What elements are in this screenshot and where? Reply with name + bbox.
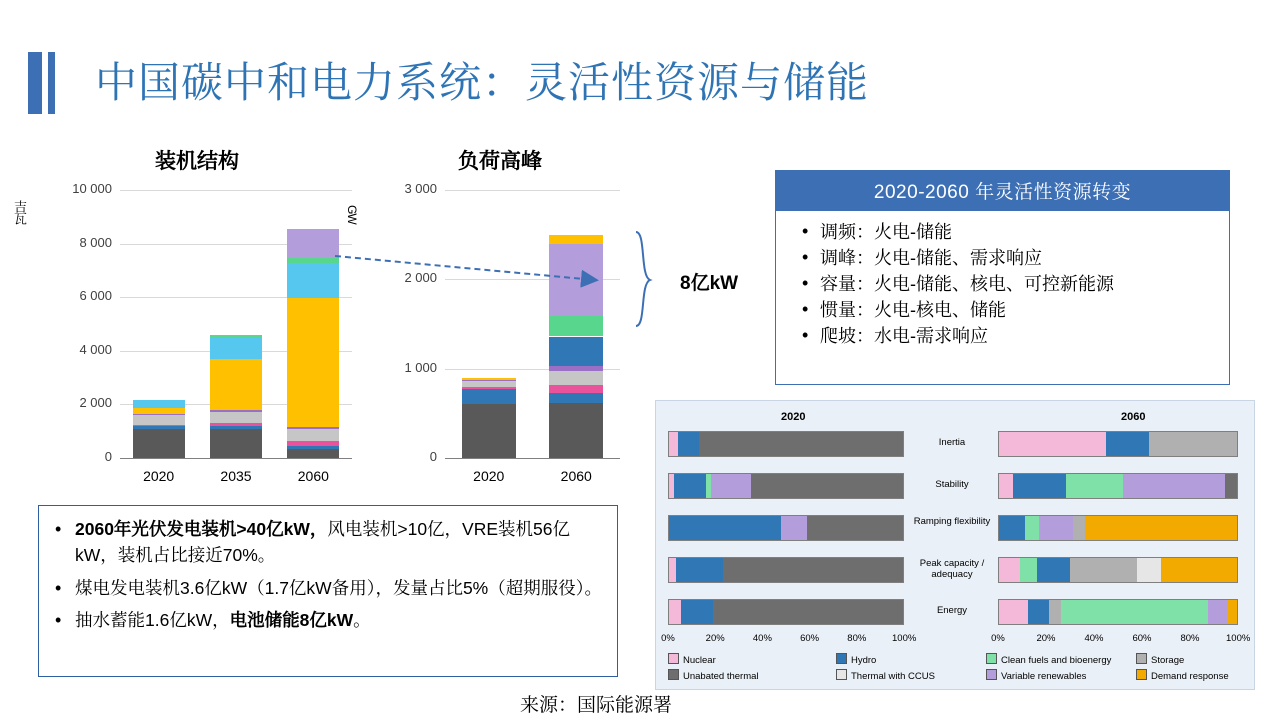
list-item-text: 电池储能8亿kW <box>229 609 354 630</box>
iea-axis-tick: 100% <box>892 633 917 644</box>
category-label: 2020 <box>473 468 505 484</box>
bar-segment <box>462 404 516 458</box>
iea-panel-year-2060: 2060 <box>1121 411 1146 423</box>
axis-tick-label: 2 000 <box>404 270 437 286</box>
iea-axis-tick: 100% <box>1226 633 1251 644</box>
legend-label: Demand response <box>1151 671 1229 682</box>
iea-row-label: Ramping flexibility <box>913 516 991 527</box>
iea-stacked-bar <box>668 431 904 457</box>
category-label: 2060 <box>297 468 329 484</box>
legend-item <box>1136 669 1229 682</box>
iea-bar-segment <box>669 516 781 540</box>
axis-tick-label: 1 000 <box>404 359 437 375</box>
legend-item <box>836 669 935 682</box>
axis-tick-label: 0 <box>104 449 112 464</box>
bar-segment <box>287 427 339 429</box>
legend-label: Nuclear <box>683 655 716 666</box>
bar-segment <box>462 381 516 386</box>
legend-label: Clean fuels and bioenergy <box>1001 655 1112 666</box>
iea-panel-year-2020: 2020 <box>781 411 806 423</box>
iea-axis-tick: 60% <box>1132 633 1152 644</box>
legend-item <box>986 653 1111 666</box>
bar-segment <box>210 338 262 359</box>
bar-segment <box>133 425 185 426</box>
bar-segment <box>549 393 603 403</box>
legend-item <box>986 669 1086 682</box>
iea-bar-segment <box>1037 558 1070 582</box>
list-item: • 爬坡：水电-需求响应 <box>802 323 1229 349</box>
bar-segment <box>210 423 262 426</box>
iea-bar-segment <box>1039 516 1072 540</box>
iea-bar-segment <box>999 600 1028 624</box>
bar-segment <box>210 359 262 410</box>
iea-bar-segment <box>1066 474 1123 498</box>
bar-segment <box>133 415 185 425</box>
iea-bar-segment <box>1106 432 1149 456</box>
chart-title-peakload: 负荷高峰 <box>458 150 542 173</box>
annotation-8yi-kw: 8亿kW <box>680 273 739 294</box>
chart-peak-load <box>385 181 620 484</box>
iea-bar-segment <box>807 516 903 540</box>
bar-segment <box>287 298 339 427</box>
bar-segment <box>462 380 516 381</box>
axis-tick-label: 10 000 <box>72 181 112 196</box>
list-item <box>51 575 609 601</box>
iea-bar-segment <box>1028 600 1049 624</box>
axis-tick-label: 6 000 <box>79 288 112 304</box>
bar-segment <box>287 446 339 449</box>
list-item <box>51 607 609 633</box>
trend-arrow-icon <box>330 250 650 310</box>
bar-segment <box>462 378 516 379</box>
iea-bar-segment <box>999 516 1025 540</box>
iea-axis-tick: 80% <box>847 633 867 644</box>
bar-segment <box>462 389 516 404</box>
bar-segment <box>287 449 339 458</box>
iea-bar-segment <box>1013 474 1065 498</box>
bar-segment <box>549 366 603 371</box>
iea-bar-segment <box>713 600 903 624</box>
iea-axis-tick: 0% <box>661 633 675 644</box>
iea-stacked-bar <box>998 557 1238 583</box>
bar-segment <box>210 412 262 423</box>
iea-bar-segment <box>1227 600 1237 624</box>
iea-bar-segment <box>676 558 723 582</box>
iea-bar-segment <box>1061 600 1209 624</box>
iea-bar-segment <box>781 516 807 540</box>
iea-bar-segment <box>1161 558 1237 582</box>
bar-segment <box>462 387 516 390</box>
chart-ylabel-peakload: GW <box>345 205 359 224</box>
iea-stacked-bar <box>668 473 904 499</box>
iea-axis-tick: 40% <box>752 633 772 644</box>
iea-row-label: Inertia <box>938 437 966 448</box>
iea-bar-segment <box>999 474 1013 498</box>
iea-bar-segment <box>999 432 1106 456</box>
iea-bar-segment <box>674 474 707 498</box>
iea-stacked-bar <box>998 473 1238 499</box>
bar-segment <box>287 441 339 446</box>
bar-segment <box>287 429 339 441</box>
bar-segment <box>210 336 262 338</box>
iea-axis-tick: 0% <box>991 633 1005 644</box>
category-label: 2020 <box>143 468 175 484</box>
range-brace-icon <box>634 230 662 330</box>
bar-segment <box>549 337 603 366</box>
iea-bar-segment <box>1049 600 1061 624</box>
iea-bar-segment <box>1073 516 1085 540</box>
iea-stacked-bar <box>668 557 904 583</box>
chart-ylabel-capacity: 吉瓦 <box>12 200 27 224</box>
bar-segment <box>133 429 185 458</box>
axis-tick-label: 3 000 <box>404 181 437 196</box>
category-label: 2060 <box>560 468 592 484</box>
list-item-text: 2060年光伏发电装机>40亿kW， <box>75 519 328 539</box>
axis-tick-label: 4 000 <box>79 341 112 357</box>
page-title: 中国碳中和电力系统：灵活性资源与储能 <box>95 59 870 106</box>
flexibility-list <box>776 219 1229 349</box>
iea-bar-segment <box>1137 558 1161 582</box>
iea-axis-tick: 60% <box>800 633 820 644</box>
bar-segment <box>210 426 262 429</box>
legend-label: Hydro <box>851 655 877 666</box>
iea-bar-segment <box>999 558 1020 582</box>
bar-segment <box>210 429 262 458</box>
iea-stacked-bar <box>998 515 1238 541</box>
iea-bar-segment <box>1149 432 1237 456</box>
flexibility-transition-box <box>775 170 1230 385</box>
bar-segment <box>549 235 603 245</box>
legend-item <box>668 669 759 682</box>
legend-label: Variable renewables <box>1001 671 1087 682</box>
list-item: • 容量：火电-储能、核电、可控新能源 <box>802 271 1229 297</box>
list-item-text: 。 <box>353 609 371 630</box>
legend-label: Thermal with CCUS <box>851 671 935 682</box>
gridline <box>120 190 352 191</box>
key-findings-list <box>51 516 609 633</box>
legend-item <box>668 653 716 666</box>
bar-segment <box>133 408 185 415</box>
iea-axis-tick: 80% <box>1180 633 1200 644</box>
axis-tick-label: 0 <box>429 449 437 464</box>
source-note: 来源：国际能源署 <box>520 695 673 716</box>
list-item-text: 抽水蓄能1.6亿kW， <box>75 609 230 630</box>
category-label: 2035 <box>220 468 252 484</box>
legend-label: Storage <box>1151 655 1185 666</box>
iea-bar-segment <box>678 432 699 456</box>
iea-stacked-bar <box>668 515 904 541</box>
list-item: • 调峰：火电-储能、需求响应 <box>802 245 1229 271</box>
list-item-text: 风电装机>10亿，VRE装机56亿kW，装机占比接近70%。 <box>75 519 571 566</box>
iea-bar-segment <box>699 432 903 456</box>
iea-stacked-bar <box>998 599 1238 625</box>
iea-axis-tick: 40% <box>1084 633 1104 644</box>
bar-segment <box>133 414 185 415</box>
iea-flexibility-panel <box>655 400 1255 690</box>
iea-bar-segment <box>1020 558 1037 582</box>
gridline <box>120 458 352 459</box>
list-item <box>51 516 609 569</box>
list-item: • 惯量：火电-核电、储能 <box>802 297 1229 323</box>
gridline <box>445 458 620 459</box>
list-item: • 调频：火电-储能 <box>802 219 1229 245</box>
bar-segment <box>133 426 185 429</box>
legend-item <box>836 653 876 666</box>
chart-capacity-structure <box>62 181 352 484</box>
iea-row-label: Stability <box>935 479 969 490</box>
iea-bar-segment <box>1123 474 1225 498</box>
iea-bar-segment <box>1225 474 1237 498</box>
iea-bar-segment <box>669 558 676 582</box>
iea-bar-segment <box>723 558 903 582</box>
legend-item <box>1136 653 1184 666</box>
key-findings-box <box>38 505 618 677</box>
iea-bar-segment <box>1208 600 1227 624</box>
iea-bar-segment <box>711 474 751 498</box>
iea-bar-segment <box>751 474 903 498</box>
bar-segment <box>210 335 262 337</box>
iea-bar-segment <box>1025 516 1039 540</box>
bar-segment <box>549 371 603 384</box>
gridline <box>445 190 620 191</box>
iea-bar-segment <box>1085 516 1237 540</box>
flexibility-box-header: 2020-2060 年灵活性资源转变 <box>776 171 1229 211</box>
iea-bar-segment <box>1070 558 1137 582</box>
list-item-text: 煤电发电装机3.6亿kW（1.7亿kW备用），发量占比5%（超期服役）。 <box>75 577 602 598</box>
iea-bar-segment <box>669 432 678 456</box>
iea-stacked-bar <box>668 599 904 625</box>
bar-segment <box>549 385 603 393</box>
bar-segment <box>549 316 603 337</box>
bar-segment <box>210 410 262 412</box>
iea-bar-segment <box>669 600 681 624</box>
iea-axis-tick: 20% <box>705 633 725 644</box>
iea-row-label: Peak capacity / adequacy <box>919 558 985 580</box>
iea-row-label: Energy <box>936 605 968 616</box>
chart-title-capacity: 装机结构 <box>155 150 239 173</box>
axis-tick-label: 2 000 <box>79 395 112 411</box>
title-accent-bar-2 <box>48 52 55 114</box>
bar-segment <box>549 403 603 458</box>
bar-segment <box>133 400 185 408</box>
iea-axis-tick: 20% <box>1036 633 1056 644</box>
iea-bar-segment <box>681 600 714 624</box>
title-accent-bar-1 <box>28 52 42 114</box>
axis-tick-label: 8 000 <box>79 234 112 250</box>
iea-stacked-bar <box>998 431 1238 457</box>
legend-label: Unabated thermal <box>683 671 759 682</box>
